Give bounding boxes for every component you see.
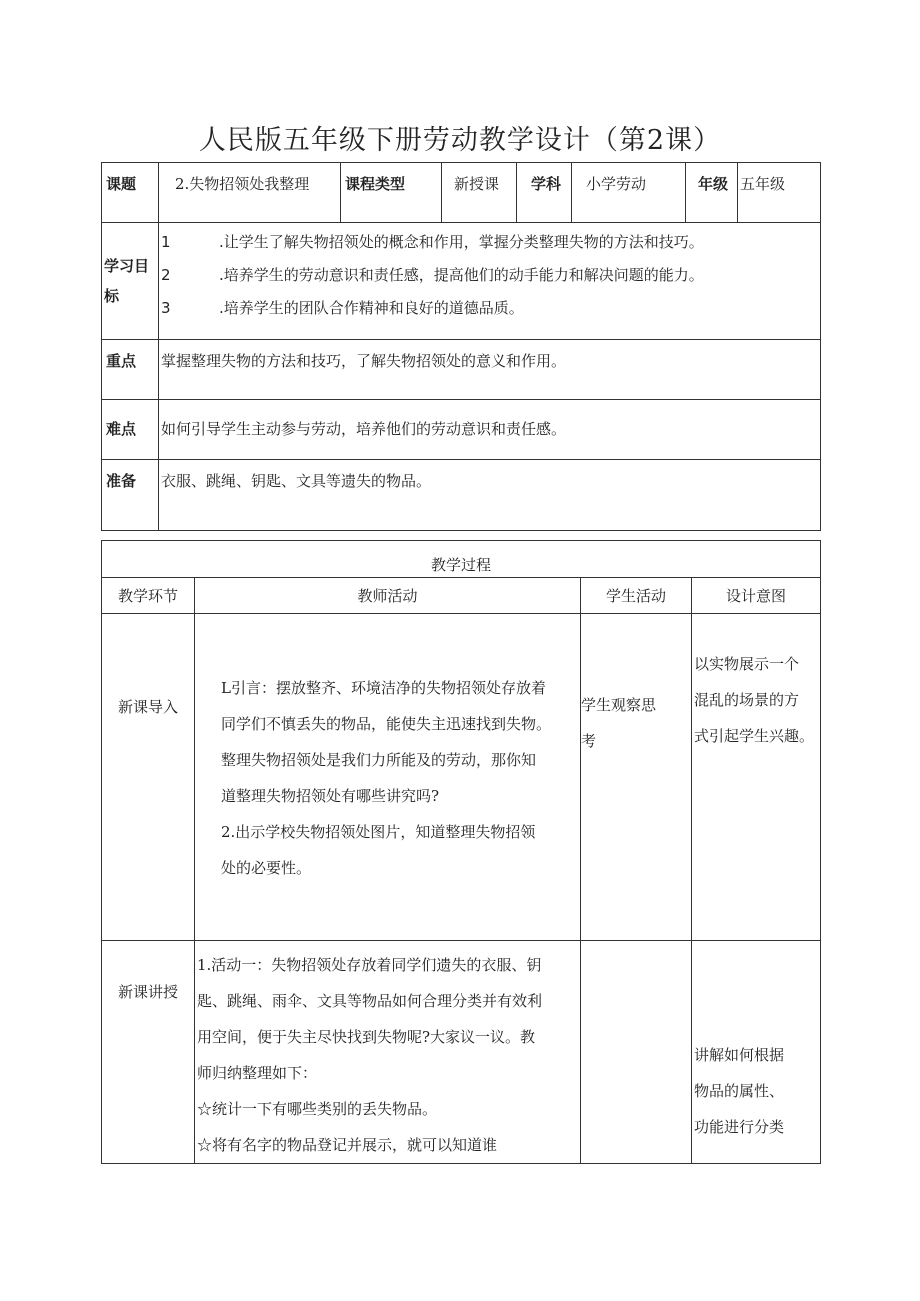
- stage-lecture: 新课讲授: [102, 941, 195, 1164]
- student-activity-lecture: [581, 941, 692, 1164]
- preparation-text: 衣服、跳绳、钥匙、文具等遗失的物品。: [159, 460, 821, 531]
- col-design-header: 设计意图: [692, 578, 821, 614]
- key-points-text: 掌握整理失物的方法和技巧，了解失物招领处的意义和作用。: [159, 340, 821, 400]
- page-title: 人民版五年级下册劳动教学设计（第2课）: [198, 125, 722, 156]
- student-activity-intro: 学生观察思 考: [581, 614, 692, 941]
- subject-label: 学科: [517, 163, 572, 223]
- objective-item: 2 .培养学生的劳动意识和责任感，提高他们的动手能力和解决问题的能力。: [161, 265, 704, 284]
- teacher-activity-intro: L引言：摆放整齐、环境洁净的失物招领处存放着 同学们不慎丢失的物品，能使失主迅速找到失物。 整理失物招领处是我们力所能及的劳动，那你知 道整理失物招领处有哪些讲究吗? 2.出示学校失物招领处图片，知道整理失物招领 处的必要性。: [195, 614, 581, 941]
- grade-label: 年级: [686, 163, 738, 223]
- difficulties-label: 难点: [102, 400, 159, 460]
- process-heading: 教学过程: [102, 541, 821, 578]
- difficulties-text: 如何引导学生主动参与劳动，培养他们的劳动意识和责任感。: [159, 400, 821, 460]
- teaching-process-table: [101, 540, 821, 1164]
- lesson-value: 2.失物招领处我整理: [159, 163, 341, 223]
- preparation-label: 准备: [102, 460, 159, 531]
- subject-value: 小学劳动: [572, 163, 686, 223]
- lesson-info-table: [101, 162, 821, 531]
- col-teacher-header: 教师活动: [195, 578, 581, 614]
- teacher-activity-lecture: 1.活动一：失物招领处存放着同学们遗失的衣服、钥 匙、跳绳、雨伞、文具等物品如何合理分类并有效利 用空间，便于失主尽快找到失物呢?大家议一议。教 师归纳整理如下： ☆统计一下有哪些类别的丢失物品。 ☆将有名字的物品登记并展示，就可以知道谁: [195, 941, 581, 1164]
- grade-value: 五年级: [738, 163, 821, 223]
- objective-item: 1 .让学生了解失物招领处的概念和作用，掌握分类整理失物的方法和技巧。: [161, 232, 704, 251]
- objectives-list: [159, 223, 821, 340]
- design-intent-intro: 以实物展示一个 混乱的场景的方 式引起学生兴趣。: [692, 614, 821, 941]
- key-points-label: 重点: [102, 340, 159, 400]
- course-type-label: 课程类型: [341, 163, 442, 223]
- stage-intro: 新课导入: [102, 614, 195, 941]
- objective-item: 3 .培养学生的团队合作精神和良好的道德品质。: [161, 298, 524, 317]
- objectives-label: 学习目 标: [102, 223, 159, 340]
- course-type-value: 新授课: [442, 163, 517, 223]
- lesson-label: 课题: [102, 163, 159, 223]
- col-stage-header: 教学环节: [102, 578, 195, 614]
- design-intent-lecture: 讲解如何根据 物品的属性、 功能进行分类: [692, 941, 821, 1164]
- col-student-header: 学生活动: [581, 578, 692, 614]
